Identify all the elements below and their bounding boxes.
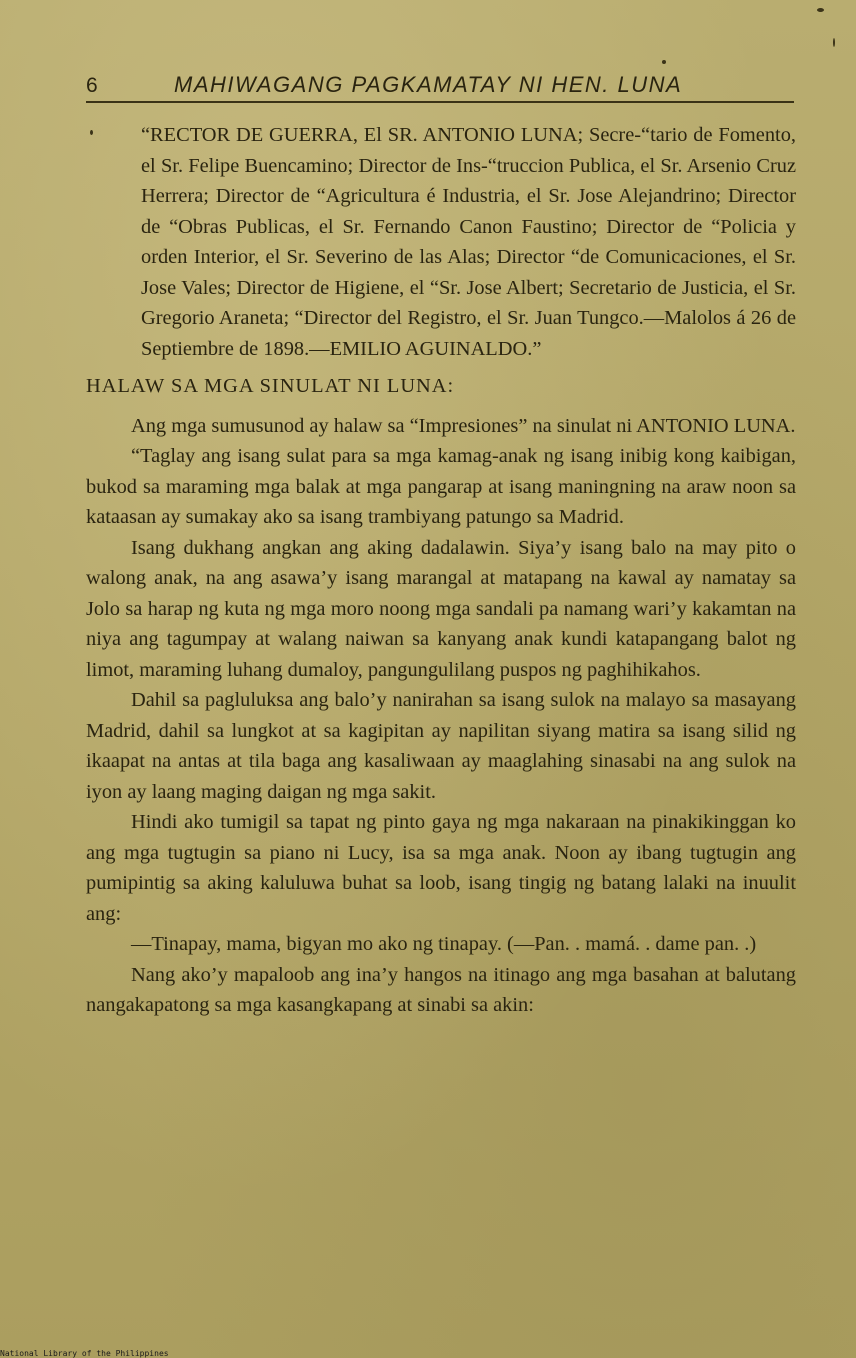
- ink-speck: [817, 8, 824, 12]
- paragraph-intro: Ang mga sumusunod ay halaw sa “Impresiones” na sinulat ni ANTONIO LUNA.: [131, 414, 796, 437]
- paragraph: Hindi ako tumigil sa tapat ng pinto gaya ng mga nakaraan na pinakikinggan ko ang mga tugtugin sa piano ni Lucy, isa sa mga anak. Noon ay ibang tugtugin ang pumipintig sa aking kaluluwa buhat sa loob, isang tingig ng batang lalaki na inuulit ang:: [86, 811, 796, 925]
- running-title: MAHIWAGANG PAGKAMATAY NI HEN. LUNA: [174, 72, 683, 97]
- page-header: [86, 68, 796, 104]
- decree-quote: “RECTOR DE GUERRA, El SR. ANTONIO LUNA; Secre-“tario de Fomento, el Sr. Felipe Buencamino; Director de Ins-“truccion Publica, el Sr. Arsenio Cruz Herrera; Director de “Agricultura é Industria, el Sr. Jose Alejandrino; Director de “Obras Publicas, el Sr. Fernando Canon Faustino; Director de “Policia y orden Interior, el Sr. Severino de las Alas; Director “de Comunicaciones, el Sr. Jose Vales; Director de Higiene, el “Sr. Jose Albert; Secretario de Justicia, el Sr. Gregorio Araneta; “Director del Registro, el Sr. Juan Tungco.—Malolos á 26 de Septiembre de 1898.—EMILIO AGUINALDO.”: [141, 124, 796, 360]
- page-number: 6: [86, 74, 98, 97]
- body-text: [86, 120, 796, 1021]
- library-footer: National Library of the Philippines: [0, 1349, 169, 1358]
- ink-speck: [833, 38, 835, 47]
- paragraph-dialogue: —Tinapay, mama, bigyan mo ako ng tinapay. (—Pan. . mamá. . dame pan. .): [131, 933, 757, 955]
- paragraph: Dahil sa pagluluksa ang balo’y nanirahan sa isang sulok na malayo sa masayang Madrid, dahil sa lungkot at sa kagipitan ay napilitan siyang matira sa isang silid ng ikaapat na antas at tila baga ang kasaliwaan ay maaglahing sinasabi na ang sulok na iyon ay laang maging daigan ng mga sakit.: [86, 689, 796, 803]
- header-rule: [86, 101, 794, 103]
- paragraph: Isang dukhang angkan ang aking dadalawin. Siya’y isang balo na may pito o walong anak, na ang asawa’y isang marangal at matapang na kawal ay namatay sa Jolo sa harap ng kuta ng mga moro noong mga sandali pa namang wari’y kakamtan na niya ang tagumpay at walang naiwan sa kanyang anak kundi katapangang balot ng limot, maraming luhang dumaloy, pangungulilang puspos ng paghihikahos.: [86, 536, 796, 681]
- paragraph: Nang ako’y mapaloob ang ina’y hangos na itinago ang mga basahan at balutang nangakapatong sa mga kasangkapang at sinabi sa akin:: [86, 963, 796, 1016]
- section-heading: HALAW SA MGA SINULAT NI LUNA:: [86, 375, 455, 397]
- ink-speck: [662, 60, 666, 64]
- paragraph: “Taglay ang isang sulat para sa mga kamag-anak ng isang inibig kong kaibigan, bukod sa maraming mga balak at mga pangarap at isang maningning na araw noon sa kataasan ay sumakay ako sa isang trambiyang patungo sa Madrid.: [86, 445, 796, 528]
- ink-speck: [90, 130, 93, 135]
